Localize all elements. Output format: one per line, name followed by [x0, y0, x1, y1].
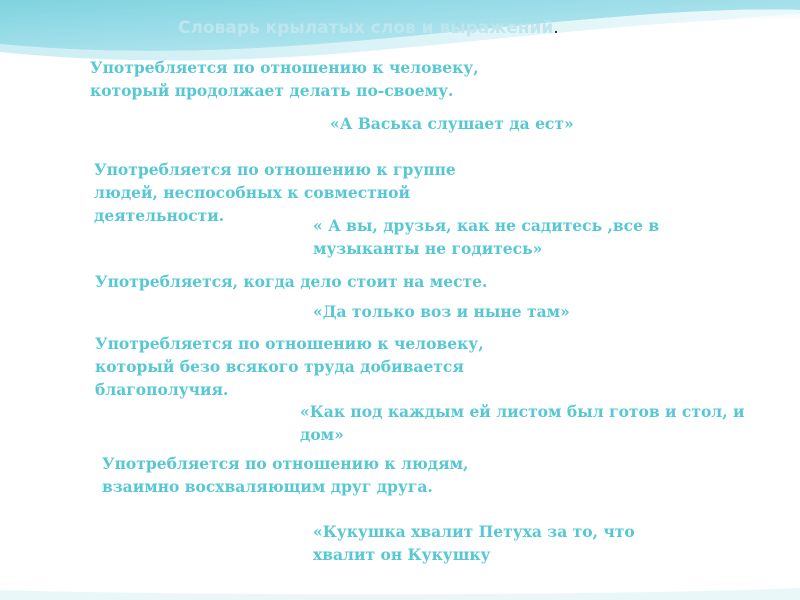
quote-2: « А вы, друзья, как не садитесь ,все в музыканты не годитесь» — [313, 216, 660, 258]
meaning-1: Употребляется по отношению к человеку, который продолжает делать по-своему. — [90, 58, 479, 100]
slide-title-suffix: . — [553, 18, 559, 38]
slide-title — [178, 18, 598, 38]
meaning-4: Употребляется по отношению к человеку, который безо всякого труда добивается благополучия. — [95, 334, 484, 399]
meaning-5: Употребляется по отношению к людям, взаимно восхваляющим друг друга. — [102, 454, 469, 496]
quote-5: «Кукушка хвалит Петуха за то, что хвалит он Кукушку — [313, 522, 635, 564]
quote-1: «А Васька слушает да ест» — [330, 114, 574, 133]
quote-4: «Как под каждым ей листом был готов и стол, и дом» — [300, 402, 745, 444]
quote-3: «Да только воз и ныне там» — [313, 302, 570, 321]
meaning-2: Употребляется по отношению к группе людей, неспособных к совместной деятельности. — [94, 160, 456, 225]
meaning-3: Употребляется, когда дело стоит на месте. — [95, 272, 488, 291]
slide-title-text: Словарь крылатых слов и выражений — [178, 18, 554, 38]
